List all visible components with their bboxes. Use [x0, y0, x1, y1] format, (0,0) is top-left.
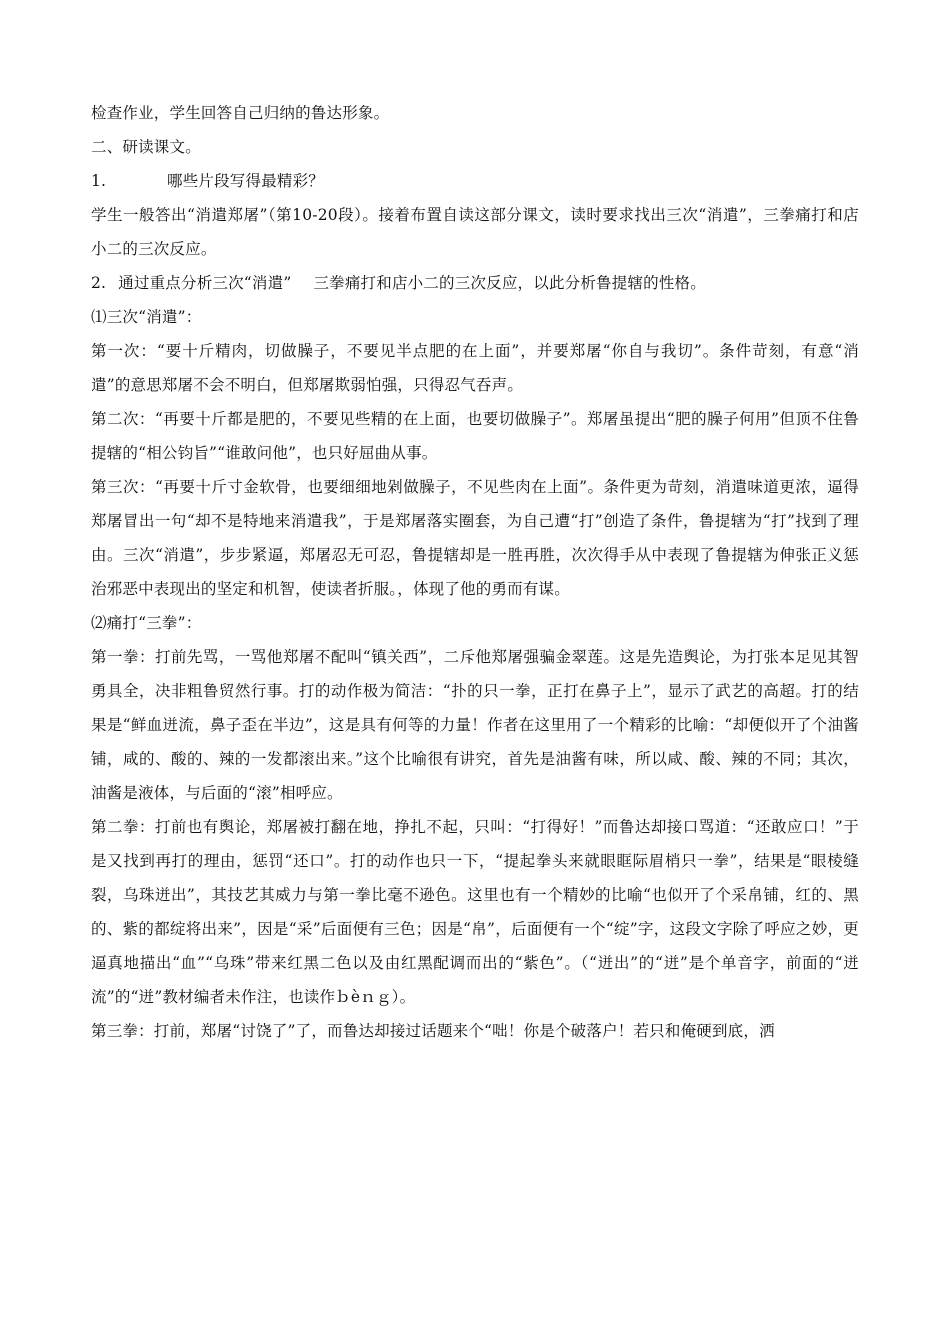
- section-heading-study-text: 二、研读课文。: [91, 138, 201, 156]
- paragraph-first-teasing: 第一次：“要十斤精肉，切做臊子，不要见半点肥的在上面”，并要郑屠“你自与我切”。条件苛刻，有意“消遣”的意思郑屠不会不明白，但郑屠欺弱怕强，只得忍气吞声。: [91, 342, 859, 394]
- subheading-three-teasings: ⑴三次“消遣”：: [91, 308, 202, 326]
- subheading-three-punches: ⑵痛打“三拳”：: [91, 614, 202, 632]
- question-1-number: 1.: [91, 172, 107, 190]
- question-2-text-b: 三拳痛打和店小二的三次反应，以此分析鲁提辖的性格。: [313, 274, 706, 292]
- paragraph-third-punch: 第三拳：打前，郑屠“讨饶了”了，而鲁达却接过话题来个“咄！你是个破落户！若只和俺硬到底，洒: [91, 1022, 775, 1040]
- paragraph-homework-check: 检查作业，学生回答自己归纳的鲁达形象。: [91, 104, 390, 122]
- question-1-text: 哪些片段写得最精彩？: [167, 172, 325, 190]
- paragraph-student-answer: 学生一般答出“消遣郑屠”（第10-20段）。接着布置自读这部分课文，读时要求找出三次“消遣”，三拳痛打和店小二的三次反应。: [91, 206, 859, 258]
- paragraph-third-teasing: 第三次：“再要十斤寸金软骨，也要细细地剁做臊子，不见些肉在上面”。条件更为苛刻，消遣味道更浓，逼得郑屠冒出一句“却不是特地来消遣我”，于是郑屠落实圈套，为自己遭“打”创造了条件，鲁提辖为“打”找到了理由。三次“消遣”，步步紧逼，郑屠忍无可忍，鲁提辖却是一胜再胜，次次得手从中表现了鲁提辖为伸张正义惩治邪恶中表现出的坚定和机智，使读者折服。，体现了他的勇而有谋。: [91, 478, 859, 598]
- paragraph-first-punch: 第一拳：打前先骂，一骂他郑屠不配叫“镇关西”，二斥他郑屠强骗金翠莲。这是先造舆论，为打张本足见其智勇具全，决非粗鲁贸然行事。打的动作极为简洁：“扑的只一拳，正打在鼻子上”，显示了武艺的高超。打的结果是“鲜血迸流，鼻子歪在半边”，这是具有何等的力量！作者在这里用了一个精彩的比喻：“却便似开了个油酱铺，咸的、酸的、辣的一发都滚出来。”这个比喻很有讲究，首先是油酱有味，所以咸、酸、辣的不同；其次，油酱是液体，与后面的“滚”相呼应。: [91, 648, 859, 802]
- question-2: [91, 266, 859, 300]
- question-1: [91, 164, 859, 198]
- question-2-number: 2.: [91, 274, 107, 292]
- document-body: [91, 96, 859, 1048]
- paragraph-second-punch: 第二拳：打前也有舆论，郑屠被打翻在地，挣扎不起，只叫：“打得好！”而鲁达却接口骂道：“还敢应口！”于是又找到再打的理由，惩罚“还口”。打的动作也只一下，“提起拳头来就眼眶际眉梢只一拳”，结果是“眼棱缝裂，乌珠迸出”，其技艺其威力与第一拳比毫不逊色。这里也有一个精妙的比喻“也似开了个采帛铺，红的、黑的、紫的都绽将出来”，因是“采”后面便有三色；因是“帛”，后面便有一个“绽”字，这段文字除了呼应之妙，更逼真地描出“血”“乌珠”带来红黑二色以及由红黑配调而出的“紫色”。（“迸出”的“迸”是个单音字，前面的“迸流”的“迸”教材编者未作注，也读作ｂèｎｇ）。: [91, 818, 859, 1006]
- paragraph-second-teasing: 第二次：“再要十斤都是肥的，不要见些精的在上面，也要切做臊子”。郑屠虽提出“肥的臊子何用”但顶不住鲁提辖的“相公钧旨”“谁敢问他”，也只好屈曲从事。: [91, 410, 859, 462]
- question-2-text-a: 通过重点分析三次“消遣”: [118, 274, 292, 292]
